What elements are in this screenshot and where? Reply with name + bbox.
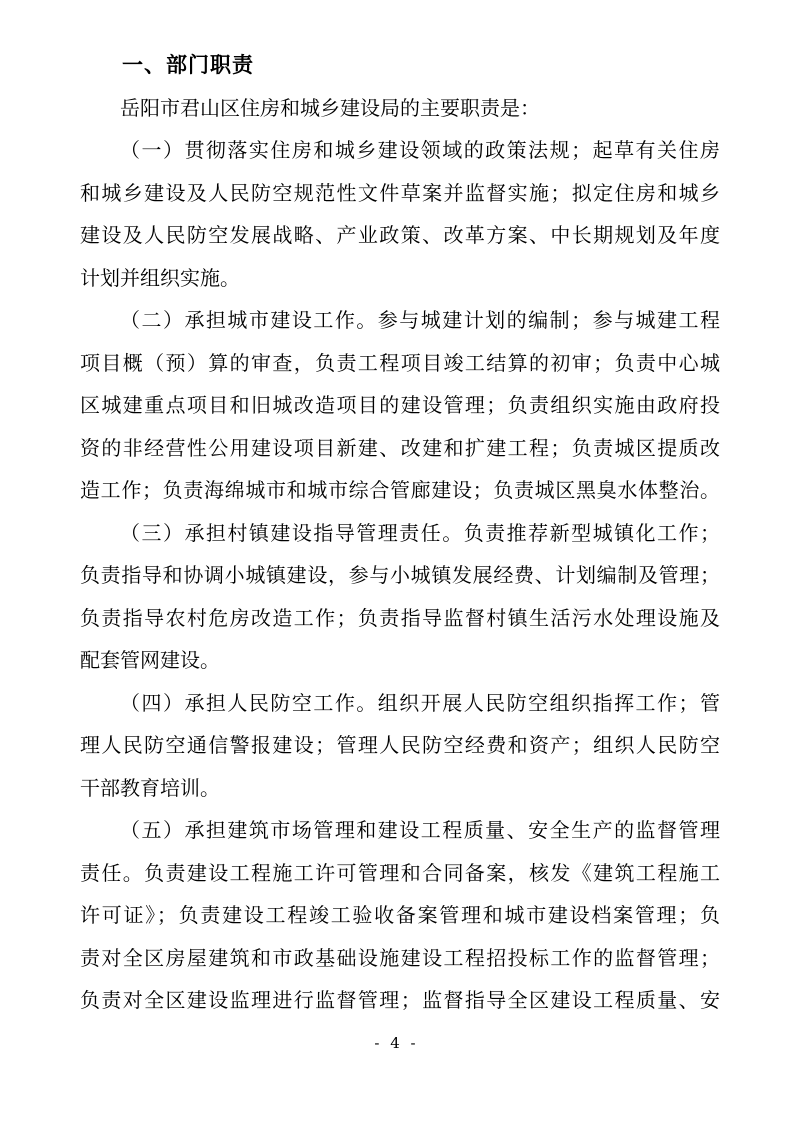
- duty-paragraph-3: [80, 512, 720, 682]
- text-line: 和城乡建设及人民防空规范性文件草案并监督实施；拟定住房和城乡: [80, 180, 720, 205]
- text-line: 区城建重点项目和旧城改造项目的建设管理；负责组织实施由政府投: [80, 393, 720, 417]
- page-footer: [0, 1034, 793, 1052]
- text-line: 理人民防空通信警报建设；管理人民防空经费和资产；组织人民防空: [80, 733, 720, 757]
- text-line: 岳阳市君山区住房和城乡建设局的主要职责是：: [120, 95, 540, 120]
- text-line: 负责指导和协调小城镇建设，参与小城镇发展经费、计划编制及管理；: [80, 563, 720, 587]
- text-line: 负责指导农村危房改造工作；负责指导监督村镇生活污水处理设施及: [80, 605, 720, 630]
- text-line: （五）承担建筑市场管理和建设工程质量、安全生产的监督管理: [120, 818, 720, 842]
- text-line: 责任。负责建设工程施工许可管理和合同备案，核发《建筑工程施工: [80, 860, 720, 885]
- document-body: [80, 44, 720, 1022]
- text-line: 建设及人民防空发展战略、产业政策、改革方案、中长期规划及年度: [80, 223, 720, 247]
- text-line: 干部教育培训。: [80, 775, 220, 800]
- duty-paragraph-1: [80, 129, 720, 299]
- text-line: （四）承担人民防空工作。组织开展人民防空组织指挥工作；管: [120, 690, 720, 715]
- text-line: 责对全区房屋建筑和市政基础设施建设工程招投标工作的监督管理；: [80, 945, 720, 970]
- section-heading: [80, 44, 720, 87]
- intro-paragraph: [80, 87, 720, 130]
- duty-paragraph-4: [80, 682, 720, 810]
- text-line: 一、部门职责: [122, 52, 254, 77]
- text-line: （二）承担城市建设工作。参与城建计划的编制；参与城建工程: [120, 308, 720, 332]
- duty-paragraph-2: [80, 299, 720, 512]
- text-line: 造工作；负责海绵城市和城市综合管廊建设；负责城区黑臭水体整治。: [80, 478, 720, 502]
- text-line: 资的非经营性公用建设项目新建、改建和扩建工程；负责城区提质改: [80, 435, 720, 460]
- duty-paragraph-5: [80, 809, 720, 1022]
- text-line: 许可证》；负责建设工程竣工验收备案管理和城市建设档案管理；负: [80, 903, 720, 927]
- text-line: 配套管网建设。: [80, 648, 220, 672]
- page-number: - 4 -: [374, 1034, 419, 1052]
- text-line: 项目概（预）算的审查，负责工程项目竣工结算的初审；负责中心城: [80, 350, 720, 375]
- text-line: （三）承担村镇建设指导管理责任。负责推荐新型城镇化工作；: [120, 520, 720, 545]
- text-line: 计划并组织实施。: [80, 265, 240, 290]
- text-line: 负责对全区建设监理进行监督管理；监督指导全区建设工程质量、安: [80, 988, 720, 1012]
- text-line: （一）贯彻落实住房和城乡建设领域的政策法规；起草有关住房: [120, 138, 720, 162]
